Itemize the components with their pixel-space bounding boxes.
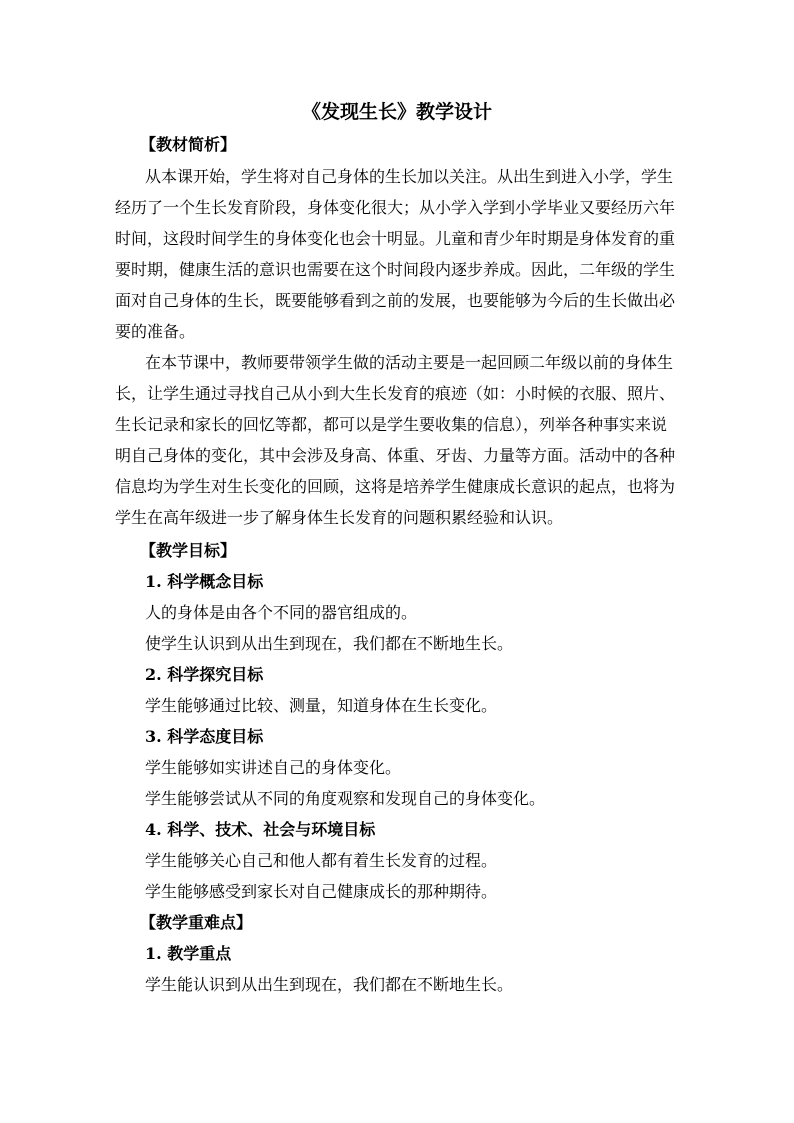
paragraph-line: 面对自己身体的生长，既要能够看到之前的发展，也要能够为今后的生长做出必 <box>115 291 676 310</box>
key-point-item: 学生能认识到从出生到现在，我们都在不断地生长。 <box>145 975 514 994</box>
goal-item: 学生能够感受到家长对自己健康成长的那种期待。 <box>145 882 498 901</box>
section-heading-material-analysis: 【教材简析】 <box>140 135 237 154</box>
document-title: 《发现生长》教学设计 <box>301 101 492 123</box>
goal-title-inquiry: 2. 科学探究目标 <box>145 665 264 684</box>
key-point-title: 1. 教学重点 <box>145 944 232 963</box>
paragraph-line: 从本课开始，学生将对自己身体的生长加以关注。从出生到进入小学，学生 <box>145 167 674 186</box>
goal-item: 学生能够通过比较、测量，知道身体在生长变化。 <box>145 696 498 715</box>
goal-item: 人的身体是由各个不同的器官组成的。 <box>145 603 418 622</box>
paragraph-line: 要的准备。 <box>115 322 196 341</box>
paragraph-line: 在本节课中，教师要带领学生做的活动主要是一起回顾二年级以前的身体生 <box>145 353 674 372</box>
goal-item: 学生能够如实讲述自己的身体变化。 <box>145 758 402 777</box>
paragraph-line: 经历了一个生长发育阶段，身体变化很大；从小学入学到小学毕业又要经历六年 <box>115 198 676 217</box>
goal-item: 学生能够尝试从不同的角度观察和发现自己的身体变化。 <box>145 789 546 808</box>
goal-item: 使学生认识到从出生到现在，我们都在不断地生长。 <box>145 634 514 653</box>
paragraph-line: 时间，这段时间学生的身体变化也会十明显。儿童和青少年时期是身体发育的重 <box>115 229 676 248</box>
goal-title-attitude: 3. 科学态度目标 <box>145 727 264 746</box>
section-heading-teaching-goals: 【教学目标】 <box>140 541 237 560</box>
paragraph-line: 明自己身体的变化，其中会涉及身高、体重、牙齿、力量等方面。活动中的各种 <box>115 446 676 465</box>
paragraph-line: 长，让学生通过寻找自己从小到大生长发育的痕迹（如：小时候的衣服、照片、 <box>115 384 676 403</box>
paragraph-line: 要时期，健康生活的意识也需要在这个时间段内逐步养成。因此，二年级的学生 <box>115 260 676 279</box>
section-heading-key-points: 【教学重难点】 <box>140 913 253 932</box>
goal-title-concept: 1. 科学概念目标 <box>145 572 264 591</box>
goal-item: 学生能够关心自己和他人都有着生长发育的过程。 <box>145 851 498 870</box>
paragraph-line: 学生在高年级进一步了解身体生长发育的问题积累经验和认识。 <box>115 508 564 527</box>
paragraph-line: 生长记录和家长的回忆等都，都可以是学生要收集的信息），列举各种事实来说 <box>115 415 668 434</box>
paragraph-line: 信息均为学生对生长变化的回顾，这将是培养学生健康成长意识的起点，也将为 <box>115 477 676 496</box>
goal-title-stse: 4. 科学、技术、社会与环境目标 <box>145 820 376 839</box>
